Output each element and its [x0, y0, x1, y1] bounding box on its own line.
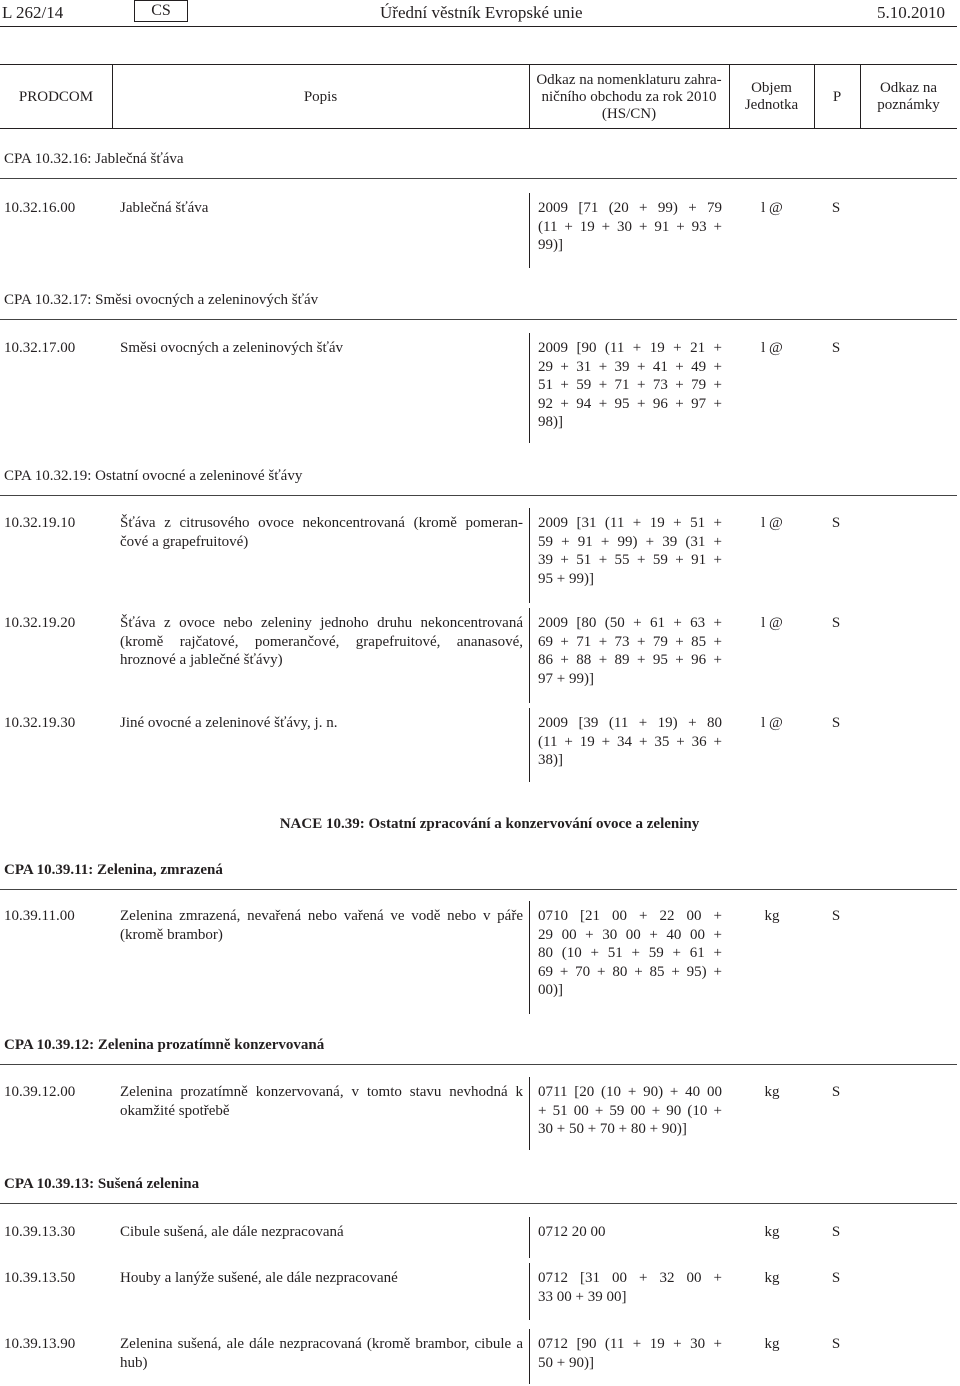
p-value: S	[831, 715, 841, 731]
hs-cn-line: 2009 [39 (11 + 19) + 80	[538, 715, 722, 731]
prodcom-code: 10.32.17.00	[4, 340, 76, 356]
p-value: S	[831, 1084, 841, 1100]
unit-value: kg	[764, 1084, 780, 1100]
unit-value: l @	[761, 340, 783, 356]
col-header-notes-line: poznámky	[877, 97, 940, 113]
cpa-rule	[0, 1203, 957, 1204]
col-divider	[529, 1077, 530, 1150]
col-header-nomenclature-line: Odkaz na nomenklaturu zahra-	[536, 71, 722, 88]
cpa-rule	[0, 319, 957, 320]
product-description: Jiné ovocné a zeleninové šťávy, j. n.	[120, 715, 338, 731]
col-header-unit	[729, 66, 814, 128]
hs-cn-reference	[538, 339, 722, 432]
prodcom-code: 10.32.19.20	[4, 615, 76, 631]
hs-cn-line: 29 00 + 30 00 + 40 00 +	[538, 926, 722, 943]
hs-cn-reference	[538, 1269, 722, 1306]
language-badge: CS	[134, 0, 188, 22]
hs-cn-line: 51 + 59 + 71 + 73 + 79 +	[538, 377, 722, 393]
product-description: Směsi ovocných a zeleninových šťáv	[120, 340, 344, 356]
hs-cn-line: 50 + 90)]	[538, 1354, 594, 1371]
col-header-unit-line: Jednotka	[744, 97, 799, 113]
hs-cn-line: 80 (10 + 51 + 59 + 61 +	[538, 945, 722, 961]
col-divider	[529, 1263, 530, 1320]
col-header-popis: Popis	[303, 88, 338, 105]
hs-cn-reference	[538, 1083, 722, 1139]
prodcom-code: 10.39.13.30	[4, 1224, 76, 1240]
hs-cn-reference	[538, 1335, 722, 1372]
header-rule	[0, 26, 957, 27]
unit-value: l @	[761, 200, 783, 216]
prodcom-code: 10.39.11.00	[4, 908, 75, 924]
cpa-rule	[0, 889, 957, 890]
col-divider	[529, 1217, 530, 1258]
unit-value: l @	[761, 515, 783, 531]
prodcom-code: 10.39.13.90	[4, 1336, 76, 1352]
hs-cn-line: 2009 [90 (11 + 19 + 21 +	[538, 340, 722, 356]
product-description: Zelenina prozatímně konzervovaná, v tomto stavu nevhodná k okamžité spotřebě	[120, 1084, 523, 1119]
hs-cn-line: 29 + 31 + 39 + 41 + 49 +	[538, 358, 722, 375]
page-number: L 262/14	[2, 3, 64, 22]
hs-cn-line: 97 + 99)]	[538, 670, 594, 687]
cpa-rule	[0, 1064, 957, 1065]
prodcom-code: 10.32.16.00	[4, 200, 76, 216]
publication-date: 5.10.2010	[877, 3, 945, 22]
hs-cn-line: (11 + 19 + 30 + 91 + 93 +	[538, 218, 722, 235]
hs-cn-line: 30 + 50 + 70 + 80 + 90)]	[538, 1121, 687, 1137]
col-header-p: P	[832, 88, 842, 105]
hs-cn-reference	[538, 614, 722, 688]
cpa-rule	[0, 495, 957, 496]
product-description: Jablečná šťáva	[120, 200, 209, 216]
hs-cn-line: 0712 [90 (11 + 19 + 30 +	[538, 1336, 722, 1352]
hs-cn-line: 2009 [80 (50 + 61 + 63 +	[538, 615, 722, 631]
product-description: Zelenina sušená, ale dále nezpracovaná (kromě brambor, cibule a hub)	[120, 1336, 523, 1371]
hs-cn-line: 0711 [20 (10 + 90) + 40 00	[538, 1084, 722, 1100]
product-description: Šťáva z citrusového ovoce nekoncentrovaná (kromě pomeran- čové a grapefruitové)	[120, 515, 523, 550]
unit-value: kg	[764, 1224, 780, 1240]
col-divider	[529, 333, 530, 443]
hs-cn-reference	[538, 907, 722, 1000]
nace-heading: NACE 10.39: Ostatní zpracování a konzervování ovoce a zeleniny	[279, 816, 700, 832]
unit-value: kg	[764, 1270, 780, 1286]
hs-cn-line: 0712 [31 00 + 32 00 +	[538, 1270, 722, 1286]
p-value: S	[831, 515, 841, 531]
hs-cn-line: 92 + 94 + 95 + 96 + 97 +	[538, 395, 722, 412]
table-header-bottom-rule	[0, 128, 957, 129]
cpa-heading: CPA 10.32.19: Ostatní ovocné a zeleninové šťávy	[4, 468, 303, 484]
unit-value: l @	[761, 715, 783, 731]
col-header-notes-line: Odkaz na	[879, 80, 938, 96]
col-divider	[529, 1329, 530, 1384]
col-header-nomenclature-line: (HS/CN)	[601, 105, 657, 122]
col-header-nomenclature	[529, 66, 729, 128]
unit-value: kg	[764, 1336, 780, 1352]
col-divider	[529, 193, 530, 268]
hs-cn-line: 00)]	[538, 982, 563, 998]
hs-cn-line: 69 + 71 + 73 + 79 + 85 +	[538, 633, 722, 650]
cpa-rule	[0, 178, 957, 179]
p-value: S	[831, 615, 841, 631]
hs-cn-line: 69 + 70 + 80 + 85 + 95) +	[538, 963, 722, 980]
hs-cn-reference	[538, 199, 722, 255]
cpa-heading: CPA 10.32.17: Směsi ovocných a zeleninových šťáv	[4, 292, 319, 308]
prodcom-code: 10.32.19.10	[4, 515, 76, 531]
cpa-heading: CPA 10.39.13: Sušená zelenina	[4, 1176, 200, 1192]
hs-cn-line: 0710 [21 00 + 22 00 +	[538, 908, 722, 924]
hs-cn-line: 39 + 51 + 55 + 59 + 91 +	[538, 552, 722, 568]
col-header-nomenclature-line: ničního obchodu za rok 2010	[541, 88, 717, 105]
hs-cn-reference	[538, 514, 722, 588]
col-divider	[529, 608, 530, 703]
p-value: S	[831, 1224, 841, 1240]
hs-cn-line: 98)]	[538, 414, 563, 430]
col-divider	[529, 508, 530, 603]
hs-cn-line: 2009 [71 (20 + 99) + 79	[538, 200, 722, 216]
hs-cn-reference	[538, 1223, 722, 1242]
prodcom-code: 10.32.19.30	[4, 715, 76, 731]
prodcom-code: 10.39.12.00	[4, 1084, 76, 1100]
hs-cn-line: 59 + 91 + 99) + 39 (31 +	[538, 533, 722, 550]
col-divider	[529, 901, 530, 1014]
product-description: Cibule sušená, ale dále nezpracovaná	[120, 1224, 344, 1240]
hs-cn-line: (11 + 19 + 34 + 35 + 36 +	[538, 733, 722, 750]
cpa-heading: CPA 10.32.16: Jablečná šťáva	[4, 151, 184, 167]
product-description: Zelenina zmrazená, nevařená nebo vařená ve vodě nebo v páře (kromě brambor)	[120, 908, 523, 943]
col-divider	[529, 708, 530, 782]
col-header-notes	[860, 66, 957, 128]
hs-cn-reference	[538, 714, 722, 770]
hs-cn-line: 0712 20 00	[538, 1224, 606, 1240]
prodcom-code: 10.39.13.50	[4, 1270, 76, 1286]
p-value: S	[831, 200, 841, 216]
product-description: Šťáva z ovoce nebo zeleniny jednoho druhu nekoncentrovaná (kromě rajčatové, pomerančové, grapefruitové, ananasové, hroznové a jablečné šťávy)	[120, 615, 523, 668]
p-value: S	[831, 1270, 841, 1286]
hs-cn-line: 95 + 99)]	[538, 570, 594, 587]
p-value: S	[831, 1336, 841, 1352]
cpa-heading: CPA 10.39.11: Zelenina, zmrazená	[4, 862, 223, 878]
unit-value: l @	[761, 615, 783, 631]
col-header-unit-line: Objem	[751, 80, 792, 96]
cpa-heading: CPA 10.39.12: Zelenina prozatímně konzervovaná	[4, 1037, 325, 1053]
product-description: Houby a lanýže sušené, ale dále nezpracované	[120, 1270, 398, 1286]
journal-title: Úřední věstník Evropské unie	[380, 3, 583, 22]
unit-value: kg	[764, 908, 780, 924]
p-value: S	[831, 340, 841, 356]
hs-cn-line: 33 00 + 39 00]	[538, 1288, 627, 1305]
hs-cn-line: + 51 00 + 59 00 + 90 (10 +	[538, 1102, 722, 1119]
hs-cn-line: 99)]	[538, 237, 563, 253]
col-header-prodcom: PRODCOM	[18, 88, 94, 105]
hs-cn-line: 86 + 88 + 89 + 95 + 96 +	[538, 652, 722, 668]
hs-cn-line: 38)]	[538, 752, 563, 768]
p-value: S	[831, 908, 841, 924]
hs-cn-line: 2009 [31 (11 + 19 + 51 +	[538, 515, 722, 531]
